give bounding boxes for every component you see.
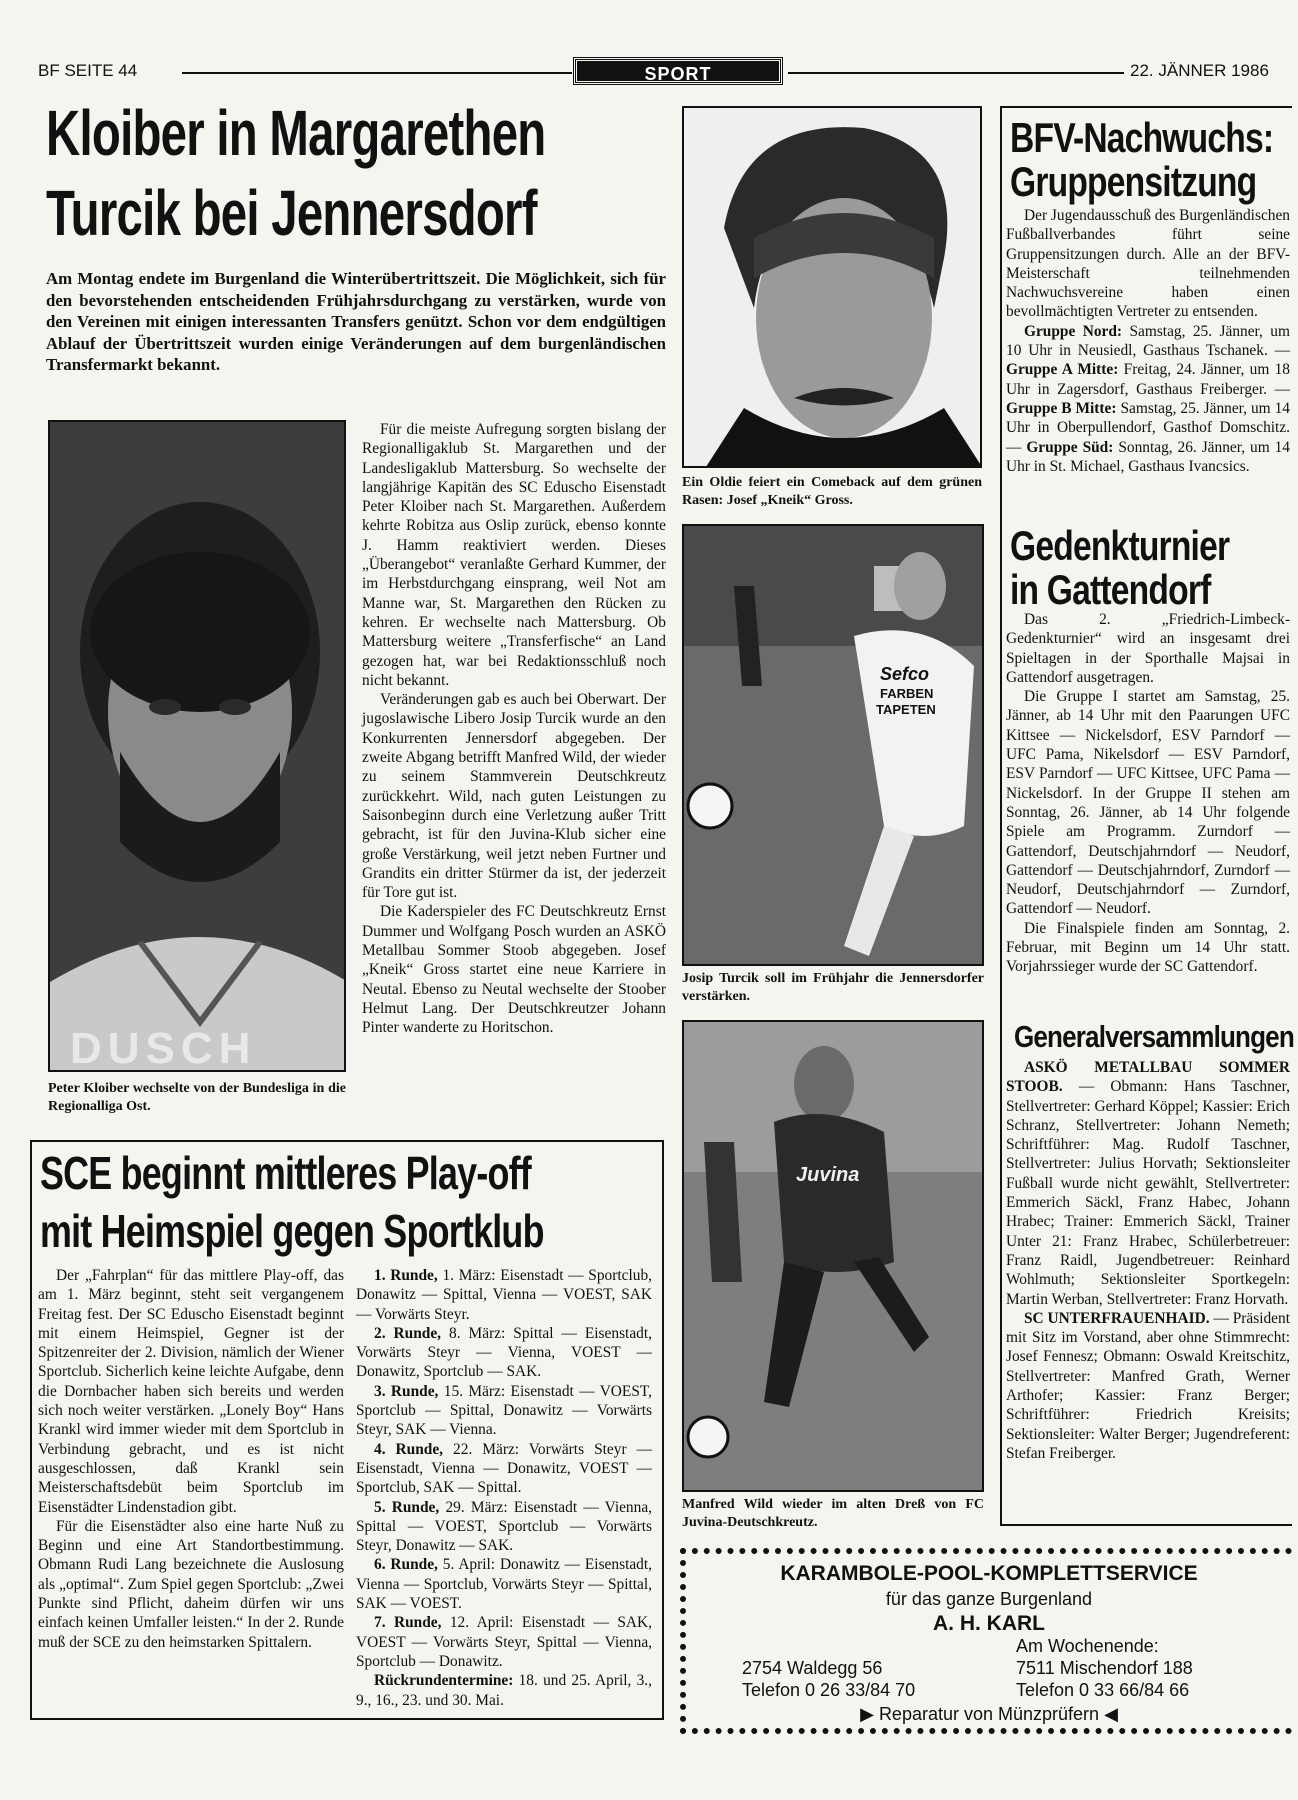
bfv-headline-2: Gruppensitzung: [1010, 158, 1257, 205]
ad-title: KARAMBOLE-POOL-KOMPLETTSERVICE: [780, 1562, 1198, 1585]
sce-headline-2: mit Heimspiel gegen Sportklub: [40, 1205, 544, 1257]
gedenk-p1: Das 2. „Friedrich-Limbeck-Gedenkturnier“ wird an insgesamt drei Spieltagen in der Sporthalle Majsai in Gattendorf ausgetragen.: [1006, 611, 1290, 686]
round-7: [356, 1613, 652, 1671]
kloiber-caption: Peter Kloiber wechselte von der Bundesliga in die Regionalliga Ost.: [48, 1081, 346, 1114]
round-5-text: 29. März: Eisenstadt — Vienna, Spittal — VOEST, Sportclub — Vorwärts Steyr, Donawitz — SAK.: [356, 1498, 652, 1555]
round-7-text: 12. April: Eisenstadt — SAK, VOEST — Vorwärts Steyr, Spittal — Vienna, Sportclub — Donawitz.: [356, 1614, 652, 1670]
turcik-caption: Josip Turcik soll im Frühjahr die Jennersdorfer verstärken.: [682, 971, 984, 1004]
general-headline: Generalversammlungen: [1014, 1019, 1294, 1054]
ad-phone-1: Telefon 0 26 33/84 70: [742, 1680, 916, 1700]
ad-name: A. H. KARL: [933, 1612, 1045, 1635]
round-1-text: 1. März: Eisenstadt — Sportclub, Donawitz — Spittal, Vienna — VOEST, SAK — Vorwärts Steyr.: [356, 1267, 653, 1323]
round-2-label: 2. Runde,: [374, 1324, 442, 1342]
bfv-body: [1006, 206, 1290, 476]
bfv-nord-label: Gruppe Nord:: [1024, 322, 1123, 340]
gedenk-headline-2: in Gattendorf: [1010, 566, 1211, 613]
ad-address-2: 7511 Mischendorf 188: [1016, 1658, 1193, 1678]
round-5: [356, 1498, 652, 1556]
portrait-image: [50, 422, 346, 1072]
gedenk-p3: Die Finalspiele finden am Sonntag, 2. Februar, mit Beginn um 14 Uhr statt. Vorjahrssieger wurde der SC Gattendorf.: [1006, 919, 1290, 976]
pool-ad: [680, 1548, 1292, 1734]
ad-subtitle: für das ganze Burgenland: [885, 1589, 1093, 1609]
main-body-p2: Veränderungen gab es auch bei Oberwart. Der jugoslawische Libero Josip Turcik wurde an den Konkurrenten Jennersdorf abgegeben. Der zweite Abgang betrifft Manfred Wild, der wieder zu seinem Stammverein Deutschkreutz zurückkehrt. Wild, nach guten Leistungen zu Saisonbeginn durch eine Verletzung außer Tritt gebracht, ist für den Juvina-Klub sicher eine große Verstärkung, weil jetzt neben Furtner und Grandits ein dritter Stürmer da ist, der jederzeit für Tore gut ist.: [362, 691, 666, 902]
round-1-label: 1. Runde,: [374, 1267, 438, 1284]
round-6: [356, 1555, 652, 1613]
gedenk-p2: Die Gruppe I startet am Samstag, 25. Jänner, ab 14 Uhr mit den Paarungen UFC Kittsee — Nickelsdorf, ESV Parndorf — UFC Pama, Nikelsdorf — ESV Parndorf, ESV Parndorf — UFC Kittsee, UFC Pama — Nickelsdorf. In der Gruppe II stehen am Sonntag, 26. Jänner, ab 14 Uhr folgende Spiele am Programm. Zurndorf — Gattendorf, Deutschjahrndorf — Neudorf, Gattendorf — Deutschjahrndorf, Zurndorf — Neudorf, Deutschjahrndorf — Zurndorf, Gattendorf — Neudorf.: [1006, 688, 1290, 918]
turcik-jersey-1: Sefco: [880, 664, 930, 684]
round-5-label: 5. Runde,: [374, 1498, 440, 1516]
section-label: [574, 58, 782, 84]
header-rule-right: [788, 72, 1124, 74]
header-rule-left: [182, 72, 572, 74]
return-label: Rückrundentermine:: [374, 1672, 514, 1690]
wild-caption: Manfred Wild wieder im alten Dreß von FC Juvina-Deutschkreutz.: [682, 1497, 984, 1530]
section-text: SPORT: [644, 64, 712, 84]
kloiber-photo: [48, 420, 346, 1072]
gross-caption: Ein Oldie feiert ein Comeback auf dem grünen Rasen: Josef „Kneik“ Gross.: [682, 475, 982, 508]
bfv-a-label: Gruppe A Mitte:: [1006, 361, 1119, 379]
ad-weekend: Am Wochenende:: [1016, 1636, 1159, 1656]
ad-phone-2: Telefon 0 33 66/84 66: [1016, 1680, 1190, 1700]
main-headline-1: Kloiber in Margarethen: [46, 97, 546, 169]
round-3: [356, 1382, 652, 1440]
sce-column-1: [38, 1266, 344, 1652]
gross-photo: [682, 106, 982, 468]
round-3-label: 3. Runde,: [374, 1382, 439, 1400]
sce-rounds-column: [356, 1266, 652, 1710]
bfv-nord-text: Samstag, 25. Jänner, um 10 Uhr in Neusiedl, Gasthaus Tschanek. —: [1006, 322, 1290, 360]
general-body: [1006, 1058, 1290, 1463]
general-stoob: [1006, 1058, 1290, 1309]
bfv-intro: Der Jugendausschuß des Burgenländischen Fußballverbandes führt seine Gruppensitzungen durch. Alle an der BFV-Meisterschaft teilnehmenden Nachwuchsvereine haben einen bevollmächtigten Vertreter zu entsenden.: [1006, 207, 1290, 321]
round-4: [356, 1440, 652, 1498]
general-unter-label: SC UNTERFRAUENHAID.: [1024, 1309, 1210, 1327]
round-3-text: 15. März: Eisenstadt — VOEST, Sportclub — Spittal, Donawitz — Vorwärts Steyr, SAK — Vienna.: [356, 1382, 652, 1439]
bfv-b-label: Gruppe B Mitte:: [1006, 399, 1117, 417]
round-7-label: 7. Runde,: [374, 1614, 442, 1632]
ad-repair: Reparatur von Münzprüfern: [878, 1704, 1100, 1724]
gross-image: [684, 108, 982, 468]
sce-p2: Für die Eisenstädter also eine harte Nuß zu Beginn und eine Art Standortbestimmung. Obmann Rudi Lang bezeichnete die Auslosung als „optimal“. Zum Spiel gegen Sportclub: „Zwei Punkte sind Pflicht, daheim dürfen wir uns einfach keinen Umfaller leisten.“ In der 2. Runde muß der SCE zu den heimstarken Spittalern.: [38, 1517, 344, 1651]
sce-p1: Der „Fahrplan“ für das mittlere Play-off, das am 1. März beginnt, steht seit vergangenem Freitag fest. Der SC Eduscho Eisenstadt beginnt mit einem Heimspiel, Gegner ist der Spitzenreiter der 2. Division, nämlich der Wiener Sportclub. Sicherlich keine leichte Aufgabe, denn die Dornbacher haben sich bereits und werden sich noch weiter verstärken. „Lonely Boy“ Hans Krankl wird immer wieder mit dem Sportclub in Verbindung gebracht, und es ist nicht ausgeschlossen, daß Krankl sein Meisterschaftsdebüt beim Sportclub im Eisenstädter Lindenstadion gibt.: [38, 1267, 344, 1516]
wild-image: [684, 1022, 984, 1492]
general-unter: [1006, 1309, 1290, 1463]
ad-repair-line: [686, 1704, 1292, 1725]
bfv-sued-text: Sonntag, 26. Jänner, um 14 Uhr in St. Michael, Gasthaus Ivancsics.: [1006, 438, 1290, 475]
wild-jersey: Juvina: [796, 1164, 860, 1186]
turcik-jersey-2: FARBEN: [880, 686, 934, 701]
bfv-sued-label: Gruppe Süd:: [1026, 438, 1114, 456]
wild-photo: [682, 1020, 984, 1492]
round-1: [356, 1266, 652, 1324]
turcik-photo: [682, 524, 984, 966]
general-unter-text: — Präsident mit Sitz im Vorstand, aber ohne Stimmrecht: Josef Fennesz; Obmann: Oswald Kreitschitz, Stellvertreter: Manfred Grath, Werner Arthofer; Kassier: Franz Berger; Schriftführer: Friedrich Kreisits; Sektionsleiter: Walter Berger; Jugendreferent: Stefan Freiberger.: [1006, 1309, 1290, 1462]
round-6-label: 6. Runde,: [374, 1556, 438, 1574]
round-2: [356, 1324, 652, 1382]
bfv-a-text: Freitag, 24. Jänner, um 18 Uhr in Zagersdorf, Gasthaus Freiberger. —: [1006, 361, 1290, 398]
round-2-text: 8. März: Spittal — Eisenstadt, Vorwärts Steyr — Vienna, VOEST — Donawitz, Sportclub — SAK.: [356, 1324, 652, 1381]
bfv-headline-1: BFV-Nachwuchs:: [1010, 114, 1274, 161]
main-headline-2: Turcik bei Jennersdorf: [46, 177, 537, 249]
turcik-image: [684, 526, 984, 966]
arrow-right-icon: ▶: [860, 1704, 874, 1724]
kloiber-jersey-text: DUSCH: [70, 1024, 257, 1072]
bfv-groups: [1006, 322, 1290, 476]
round-6-text: 5. April: Donawitz — Eisenstadt, Vienna — Sportclub, Vorwärts Steyr — Spittal, SAK — VOEST.: [356, 1556, 652, 1613]
main-body-p1: Für die meiste Aufregung sorgten bislang der Regionalligaklub St. Margarethen und der Landesligaklub Mattersburg. So wechselte der langjährige Kapitän des SC Eduscho Eisenstadt Peter Kloiber nach St. Margarethen. Außerdem kehrte Robitza aus Oslip zurück, ebenso konnte J. Hamm reaktiviert werden. Dieses „Überangebot“ veranlaßte Gerhard Kummer, der im Herbstdurchgang einsprang, weil Not am Manne war, St. Margarethen den Rücken zu kehren. Er wechselte nach Mattersburg. Ob Mattersburg weitere „Transferfische“ an Land gezogen hat, war bei Redaktionsschluß noch nicht bekannt.: [362, 421, 666, 689]
page-number: BF SEITE 44: [38, 61, 138, 80]
main-body-column: [362, 420, 666, 1038]
return-text: 18. und 25. April, 3., 9., 16., 23. und 30. Mai.: [356, 1672, 652, 1709]
arrow-left-icon: ◀: [1104, 1704, 1118, 1724]
main-body-p3: Die Kaderspieler des FC Deutschkreutz Ernst Dummer und Wolfgang Posch wurden an ASKÖ Metallbau Sommer Stoob abgegeben. Josef „Kneik“ Gross startet eine neue Karriere in Neutal. Ebenso zu Neutal wechselte der Stoober Helmut Lang. Der Deutschkreutzer Johann Pinter wanderte zu Horitschon.: [362, 903, 666, 1037]
round-4-text: 22. März: Vorwärts Steyr — Eisenstadt, Vienna — Donawitz, VOEST — Sportclub, SAK — Spittal.: [356, 1440, 652, 1497]
turcik-jersey-3: TAPETEN: [876, 702, 936, 717]
round-4-label: 4. Runde,: [374, 1440, 444, 1458]
gedenk-body: [1006, 610, 1290, 977]
sce-headline-1: SCE beginnt mittleres Play-off: [40, 1147, 531, 1199]
bfv-b-text: Samstag, 25. Jänner, um 14 Uhr in Oberpullendorf, Gasthof Domschitz. —: [1006, 399, 1290, 456]
main-lead: Am Montag endete im Burgenland die Winterübertrittszeit. Die Möglichkeit, sich für den bevorstehenden entscheidenden Frühjahrsdurchgang zu verstärken, wurde von den Vereinen mit einigen interessanten Transfers genützt. Schon vor dem endgültigen Ablauf der Übertrittszeit wurden einige Veränderungen auf dem burgenländischen Transfermarkt bekannt.: [46, 269, 666, 374]
gedenk-headline-1: Gedenkturnier: [1010, 522, 1230, 569]
ad-address-1: 2754 Waldegg 56: [742, 1658, 883, 1678]
issue-date: 22. JÄNNER 1986: [1130, 61, 1269, 80]
general-stoob-text: — Obmann: Hans Taschner, Stellvertreter: Gerhard Köppel; Kassier: Erich Schranz, Stellvertreter: Johann Nemeth; Schriftführer: Mag. Rudolf Taschner, Stellvertreter: Julius Horvath; Sektionsleiter Fußball wurde nicht gewählt, Stellvertreter: Emmerich Säckl, Franz Habec, Johann Hrabec; Trainer: Emmerich Säckl, Trainer Unter 21: Franz Hrabec, Schülerbetreuer: Franz Raidl, Jugendbetreuer: Reinhard Wohlmuth; Sektionsleiter Sportkegeln: Martin Werban, Stellvertreter: Franz Horvath.: [1006, 1078, 1290, 1308]
return-dates: [356, 1671, 652, 1710]
general-stoob-label: ASKÖ METALLBAU SOMMER STOOB.: [1006, 1059, 1290, 1096]
